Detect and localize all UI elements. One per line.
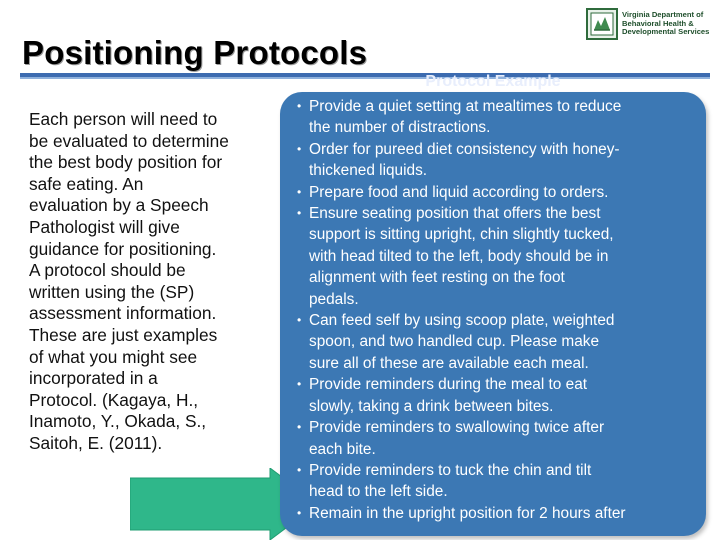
- title-divider-accent: [20, 77, 710, 79]
- protocol-item: • Can feed self by using scoop plate, weighted spoon, and two handled cup. Please make sure all of these are available each meal.: [297, 310, 707, 374]
- protocol-item: • Provide reminders during the meal to eat slowly, taking a drink between bites.: [297, 374, 707, 417]
- protocol-item: • Ensure seating position that offers the best support is sitting upright, chin slightly tucked, with head tilted to the left, body should be in alignment with feet resting on the foot pedals.: [297, 203, 707, 310]
- protocol-list: [297, 96, 707, 524]
- organization-logo: [586, 4, 710, 44]
- slide-title: Positioning Protocols: [22, 34, 368, 71]
- protocol-item: • Provide a quiet setting at mealtimes to reduce the number of distractions.: [297, 96, 707, 139]
- virginia-dbhds-logo-icon: [586, 8, 618, 40]
- intro-paragraph: Each person will need to be evaluated to determine the best body position for safe eating. An evaluation by a Speech Pathologist will give guidance for positioning. A protocol should be written using the (SP) assessment information. These are just examples of what you might see incorporated in a Protocol. (Kagaya, H., Inamoto, Y., Okada, S., Saitoh, E. (2011).: [29, 109, 229, 453]
- protocol-item: • Provide reminders to swallowing twice after each bite.: [297, 417, 707, 460]
- protocol-title: Protocol Example: [425, 73, 561, 90]
- protocol-item: • Remain in the upright position for 2 hours after: [297, 503, 707, 524]
- protocol-item: • Provide reminders to tuck the chin and tilt head to the left side.: [297, 460, 707, 503]
- protocol-item: • Prepare food and liquid according to orders.: [297, 182, 707, 203]
- logo-text: Virginia Department of Behavioral Health & Developmental Services: [622, 10, 710, 37]
- protocol-item: • Order for pureed diet consistency with honey- thickened liquids.: [297, 139, 707, 182]
